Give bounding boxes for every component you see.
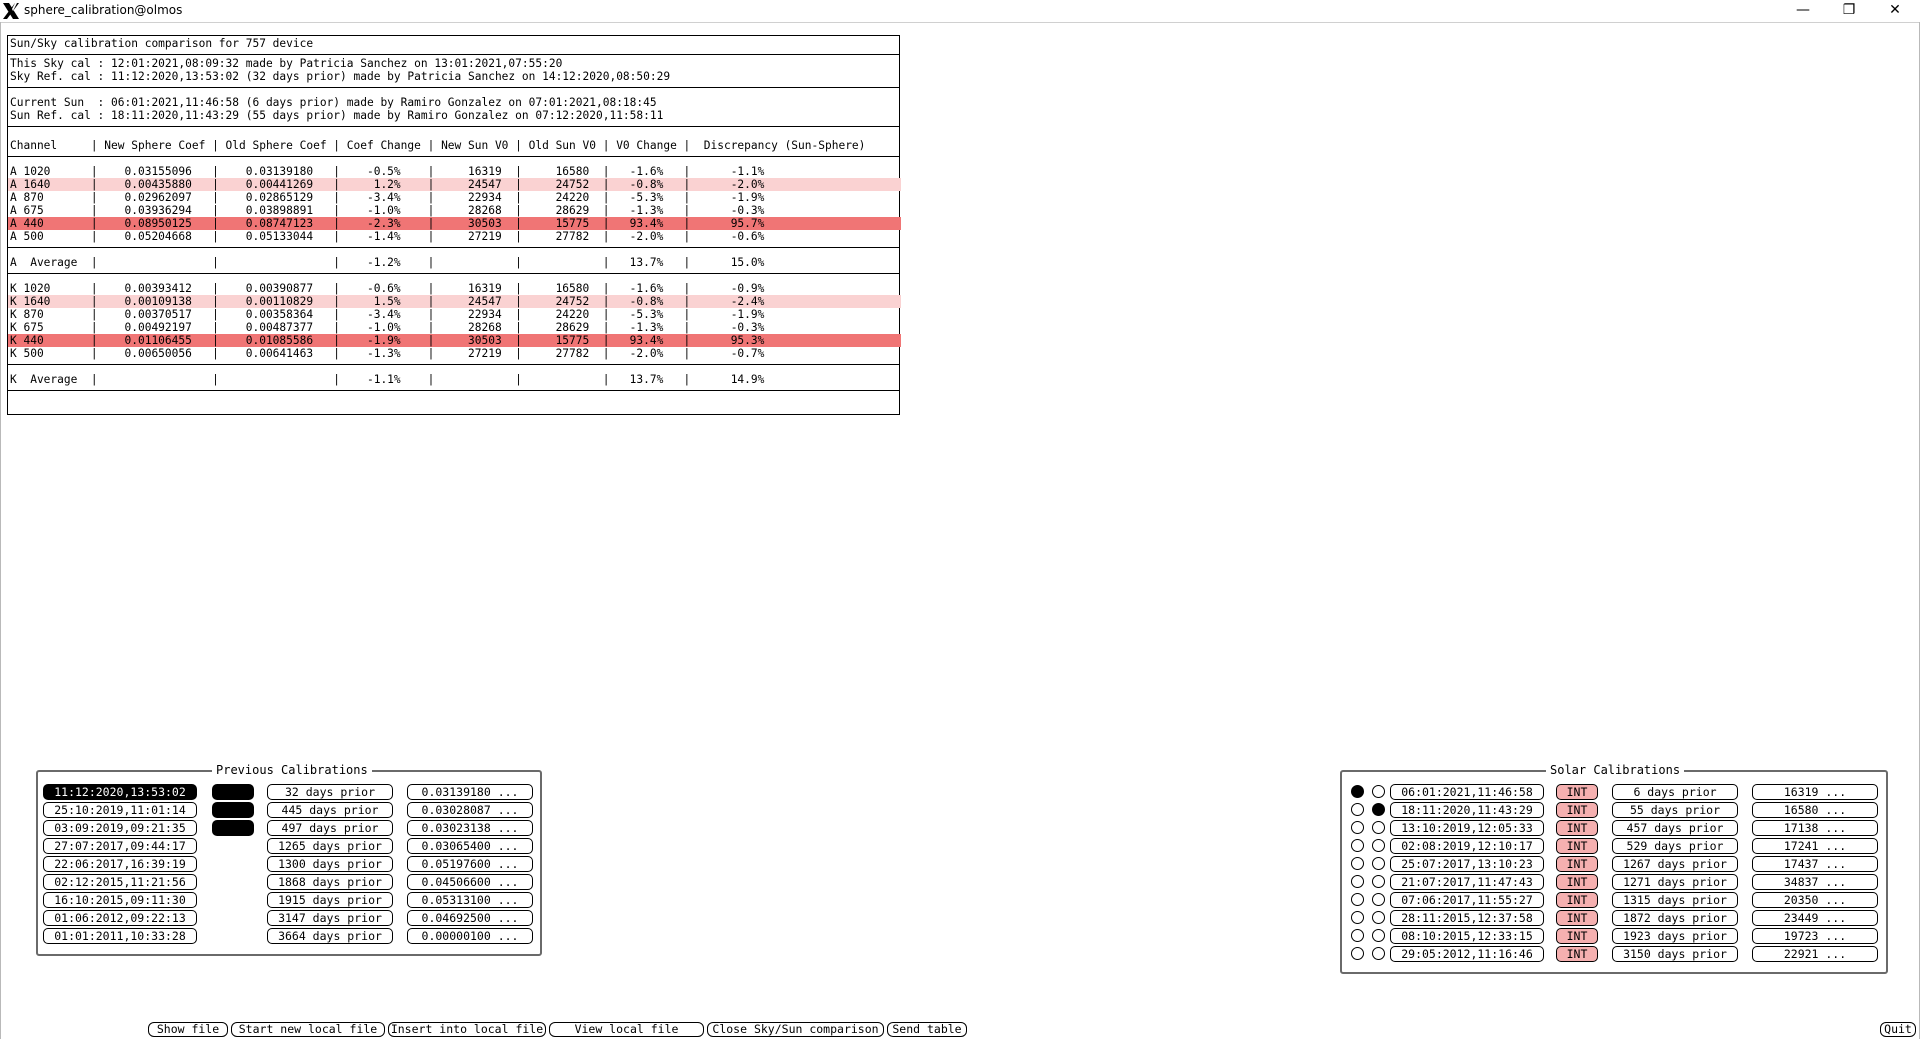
solar-current-radio[interactable] [1351,785,1364,798]
prev-select-toggle[interactable] [212,802,254,818]
report-divider [8,87,899,88]
quit-button[interactable]: Quit [1880,1022,1916,1037]
solar-v0-button[interactable]: 17437 ... [1752,856,1878,872]
solar-calibrations-title: Solar Calibrations [1546,763,1684,777]
solar-days-prior: 1923 days prior [1612,928,1738,944]
solar-int-badge[interactable]: INT [1556,856,1598,872]
solar-date-button[interactable]: 06:01:2021,11:46:58 [1390,784,1544,800]
solar-int-badge[interactable]: INT [1556,820,1598,836]
solar-v0-button[interactable]: 23449 ... [1752,910,1878,926]
restore-button[interactable]: ❐ [1842,2,1856,18]
table-row: K 1020 | 0.00393412 | 0.00390877 | -0.6% | 16319 | 16580 | -1.6% | -0.9% [10,282,765,295]
solar-int-badge[interactable]: INT [1556,946,1598,962]
solar-int-badge[interactable]: INT [1556,892,1598,908]
solar-reference-radio[interactable] [1372,911,1385,924]
prev-date-button[interactable]: 25:10:2019,11:01:14 [43,802,197,818]
solar-reference-radio[interactable] [1372,821,1385,834]
solar-v0-button[interactable]: 16580 ... [1752,802,1878,818]
solar-v0-button[interactable]: 22921 ... [1752,946,1878,962]
close-button[interactable]: ✕ [1889,2,1901,18]
insert-into-local-file-button[interactable]: Insert into local file [388,1022,546,1037]
x11-logo-icon [2,2,20,20]
report-current-sun: Current Sun : 06:01:2021,11:46:58 (6 days prior) made by Ramiro Gonzalez on 07:01:2021,08:18:45 [10,96,657,109]
table-header: Channel | New Sphere Coef | Old Sphere Coef | Coef Change | New Sun V0 | Old Sun V0 | V0 Change | Discrepancy (Sun-Sphere) [10,139,866,152]
solar-current-radio[interactable] [1351,857,1364,870]
solar-reference-radio[interactable] [1372,839,1385,852]
solar-reference-radio[interactable] [1372,803,1385,816]
prev-coef-button[interactable]: 0.05197600 ... [407,856,533,872]
solar-reference-radio[interactable] [1372,875,1385,888]
solar-v0-button[interactable]: 34837 ... [1752,874,1878,890]
solar-current-radio[interactable] [1351,839,1364,852]
solar-days-prior: 1315 days prior [1612,892,1738,908]
table-row-average: K Average | | | -1.1% | | | 13.7% | 14.9% [10,373,765,386]
solar-current-radio[interactable] [1351,803,1364,816]
prev-days-prior: 445 days prior [267,802,393,818]
solar-date-button[interactable]: 29:05:2012,11:16:46 [1390,946,1544,962]
solar-reference-radio[interactable] [1372,893,1385,906]
table-row: A 500 | 0.05204668 | 0.05133044 | -1.4% | 27219 | 27782 | -2.0% | -0.6% [10,230,765,243]
table-row: K 500 | 0.00650056 | 0.00641463 | -1.3% | 27219 | 27782 | -2.0% | -0.7% [10,347,765,360]
comparison-report [7,35,900,415]
solar-date-button[interactable]: 07:06:2017,11:55:27 [1390,892,1544,908]
table-row: A 870 | 0.02962097 | 0.02865129 | -3.4% | 22934 | 24220 | -5.3% | -1.9% [10,191,765,204]
table-row-average: A Average | | | -1.2% | | | 13.7% | 15.0% [10,256,765,269]
prev-select-toggle[interactable] [212,784,254,800]
table-row-alert: K 440 | 0.01106455 | 0.01085586 | -1.9% | 30503 | 15775 | 93.4% | 95.3% [8,334,901,347]
prev-coef-button[interactable]: 0.03139180 ... [407,784,533,800]
prev-date-button[interactable]: 16:10:2015,09:11:30 [43,892,197,908]
solar-int-badge[interactable]: INT [1556,838,1598,854]
solar-days-prior: 529 days prior [1612,838,1738,854]
solar-v0-button[interactable]: 16319 ... [1752,784,1878,800]
solar-v0-button[interactable]: 17241 ... [1752,838,1878,854]
report-divider [8,126,899,127]
report-divider [8,364,899,365]
solar-v0-button[interactable]: 19723 ... [1752,928,1878,944]
report-sun-ref: Sun Ref. cal : 18:11:2020,11:43:29 (55 days prior) made by Ramiro Gonzalez on 07:12:2020,11:58:11 [10,109,664,122]
table-row: K 870 | 0.00370517 | 0.00358364 | -3.4% | 22934 | 24220 | -5.3% | -1.9% [10,308,765,321]
solar-calibrations-group [1340,763,1888,974]
prev-days-prior: 497 days prior [267,820,393,836]
table-row-alert: A 440 | 0.08950125 | 0.08747123 | -2.3% | 30503 | 15775 | 93.4% | 95.7% [8,217,901,230]
prev-coef-button[interactable]: 0.04692500 ... [407,910,533,926]
report-divider [8,390,899,391]
solar-days-prior: 1267 days prior [1612,856,1738,872]
solar-date-button[interactable]: 21:07:2017,11:47:43 [1390,874,1544,890]
solar-v0-button[interactable]: 20350 ... [1752,892,1878,908]
prev-days-prior: 32 days prior [267,784,393,800]
prev-days-prior: 1868 days prior [267,874,393,890]
prev-coef-button[interactable]: 0.03065400 ... [407,838,533,854]
view-local-file-button[interactable]: View local file [549,1022,704,1037]
solar-days-prior: 457 days prior [1612,820,1738,836]
solar-int-badge[interactable]: INT [1556,784,1598,800]
title-bar [0,0,1920,23]
prev-coef-button[interactable]: 0.03023138 ... [407,820,533,836]
solar-days-prior: 6 days prior [1612,784,1738,800]
prev-date-button[interactable]: 01:06:2012,09:22:13 [43,910,197,926]
prev-days-prior: 3664 days prior [267,928,393,944]
prev-date-button[interactable]: 02:12:2015,11:21:56 [43,874,197,890]
report-sky-ref: Sky Ref. cal : 11:12:2020,13:53:02 (32 days prior) made by Patricia Sanchez on 14:12:2020,08:50:29 [10,70,671,83]
table-row: A 1020 | 0.03155096 | 0.03139180 | -0.5% | 16319 | 16580 | -1.6% | -1.1% [10,165,765,178]
minimize-button[interactable]: — [1796,2,1810,18]
solar-int-badge[interactable]: INT [1556,928,1598,944]
solar-date-button[interactable]: 25:07:2017,13:10:23 [1390,856,1544,872]
solar-int-badge[interactable]: INT [1556,802,1598,818]
solar-int-badge[interactable]: INT [1556,874,1598,890]
solar-v0-button[interactable]: 17138 ... [1752,820,1878,836]
prev-coef-button[interactable]: 0.00000100 ... [407,928,533,944]
solar-days-prior: 3150 days prior [1612,946,1738,962]
prev-date-button[interactable]: 01:01:2011,10:33:28 [43,928,197,944]
report-sky-cal: This Sky cal : 12:01:2021,08:09:32 made by Patricia Sanchez on 13:01:2021,07:55:20 [10,57,563,70]
previous-calibrations-group [36,763,542,956]
prev-days-prior: 1915 days prior [267,892,393,908]
solar-current-radio[interactable] [1351,911,1364,924]
table-row-warning: K 1640 | 0.00109138 | 0.00110829 | 1.5% | 24547 | 24752 | -0.8% | -2.4% [8,295,901,308]
prev-coef-button[interactable]: 0.04506600 ... [407,874,533,890]
report-divider [8,156,899,157]
solar-reference-radio[interactable] [1372,785,1385,798]
solar-days-prior: 1271 days prior [1612,874,1738,890]
solar-int-badge[interactable]: INT [1556,910,1598,926]
report-divider [8,273,899,274]
table-row: K 675 | 0.00492197 | 0.00487377 | -1.0% | 28268 | 28629 | -1.3% | -0.3% [10,321,765,334]
start-new-local-file-button[interactable]: Start new local file [231,1022,385,1037]
report-divider [8,247,899,248]
report-heading: Sun/Sky calibration comparison for 757 device [10,37,314,50]
report-divider [8,54,899,55]
prev-date-button[interactable]: 27:07:2017,09:44:17 [43,838,197,854]
prev-date-button[interactable]: 03:09:2019,09:21:35 [43,820,197,836]
prev-days-prior: 3147 days prior [267,910,393,926]
prev-days-prior: 1265 days prior [267,838,393,854]
send-table-button[interactable]: Send table [887,1022,967,1037]
prev-days-prior: 1300 days prior [267,856,393,872]
window-title: sphere_calibration@olmos [24,3,183,17]
solar-current-radio[interactable] [1351,893,1364,906]
previous-calibrations-title: Previous Calibrations [212,763,372,777]
solar-date-button[interactable]: 02:08:2019,12:10:17 [1390,838,1544,854]
window-frame-left [0,22,1,1039]
solar-current-radio[interactable] [1351,947,1364,960]
prev-select-toggle[interactable] [212,820,254,836]
solar-reference-radio[interactable] [1372,947,1385,960]
solar-date-button[interactable]: 08:10:2015,12:33:15 [1390,928,1544,944]
solar-days-prior: 55 days prior [1612,802,1738,818]
solar-date-button[interactable]: 28:11:2015,12:37:58 [1390,910,1544,926]
solar-reference-radio[interactable] [1372,929,1385,942]
prev-date-button[interactable]: 22:06:2017,16:39:19 [43,856,197,872]
solar-current-radio[interactable] [1351,875,1364,888]
prev-coef-button[interactable]: 0.03028087 ... [407,802,533,818]
solar-date-button[interactable]: 18:11:2020,11:43:29 [1390,802,1544,818]
close-sky-sun-comparison-button[interactable]: Close Sky/Sun comparison [707,1022,884,1037]
prev-coef-button[interactable]: 0.05313100 ... [407,892,533,908]
solar-date-button[interactable]: 13:10:2019,12:05:33 [1390,820,1544,836]
solar-current-radio[interactable] [1351,821,1364,834]
solar-current-radio[interactable] [1351,929,1364,942]
show-file-button[interactable]: Show file [148,1022,228,1037]
prev-date-button[interactable]: 11:12:2020,13:53:02 [43,784,197,800]
table-row-warning: A 1640 | 0.00435880 | 0.00441269 | 1.2% | 24547 | 24752 | -0.8% | -2.0% [8,178,901,191]
solar-days-prior: 1872 days prior [1612,910,1738,926]
solar-reference-radio[interactable] [1372,857,1385,870]
table-row: A 675 | 0.03936294 | 0.03898891 | -1.0% | 28268 | 28629 | -1.3% | -0.3% [10,204,765,217]
